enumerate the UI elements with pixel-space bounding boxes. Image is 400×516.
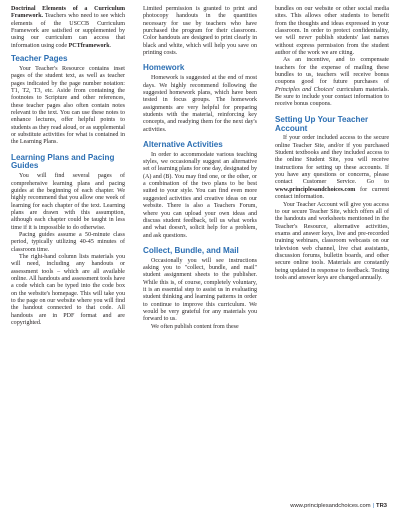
paragraph-text: Teachers who need to see which elements of the USCCB Curriculum Framework are satisfied or supplemented by using our curriculum can access that information using code [11,13,125,49]
paragraph-text: bundles on our website or other social media sites. This allows other students to benefit from the thoughts and ideas expressed in your classroom. In order to protect confidentiality, we will [275,6,389,42]
heading-setting-up-account: Setting Up Your Teacher Account [275,114,369,133]
page-number: TR3 [376,503,387,509]
paragraph-text: ' curriculum materials. Be sure to include your contact information to receive bonus coupons. [275,86,389,108]
paragraph: The right-hand column lists materials you will need, including any handouts or assessment tools – which are all available online. All handouts and assessment tools have a code which can be typed into the code box on the website's homepage. This will take you to the page on our website where you will find the handout connected to that code. All handouts are in PDF format and are copyrighted. [11,254,125,327]
column-2 [143,6,257,331]
page-footer [290,503,387,509]
paragraph: Homework is suggested at the end of most days. We highly recommend following the suggested homework plans, which have been tested in focus groups. The homework assignments are very helpful for preparing students with the material, reinforcing key concepts, and readying them for the next day's activities. [143,75,257,133]
emphasis-never: never [298,35,313,42]
paragraph-text: If your order included access to the secure online Teacher Site, and/or if you purchased Student textbooks and they included access to the online Student Site, you will receive instructions for setting up these accounts. If you have any questions or concerns, please contact Customer Service. Go to [275,135,389,186]
paragraph [11,6,125,50]
access-code: PCTframework [68,42,110,49]
heading-learning-plans: Learning Plans and Pacing Guides [11,152,115,171]
column-1 [11,6,125,327]
paragraph: We often publish content from these [151,323,239,330]
heading-teacher-pages: Teacher Pages [11,54,68,64]
paragraph-text: publish students' last names without express permission from the student author of the work we are citing. [275,35,389,57]
paragraph [275,6,389,57]
footer-url[interactable]: www.principlesandchoices.com [290,503,371,509]
heading-collect-bundle-mail: Collect, Bundle, and Mail [143,245,239,255]
heading-alternative-activities: Alternative Activities [143,139,223,149]
paragraph-text: . [109,42,112,49]
lead-in-title: Doctrinal Elements of a Curriculum Framework. [11,6,125,20]
product-name: Principles and Choices [275,86,334,93]
paragraph [275,135,389,201]
paragraph [275,57,389,108]
paragraph-text: As an incentive, and to compensate teachers for the expense of mailing these bundles to us, teachers will receive bonus coupons good for future purchases of [275,57,389,86]
paragraph: In order to accommodate various teaching styles, we occasionally suggest an alternative set of learning plans for one day, designated by (A) and (B). You may find one, or the other, or a combination of the two plans to be best suited to your style. You can find even more suggested activities and creative ideas on our website. There is also a Teachers Forum, where you can upload your own ideas and discuss student feedback, tell us what works and what doesn't, solicit help for a problem, and ask questions. [143,151,257,239]
column-3 [275,6,389,282]
website-link[interactable]: www.principlesandchoices.com [275,186,356,193]
footer-separator: | [372,503,375,509]
paragraph: Limited permission is granted to print and photocopy handouts in the quantities necessary for use by teachers who have purchased the program for their classroom. Color handouts are designed to print clearly in black and white, which will help you save on printing costs. [143,6,257,57]
heading-homework: Homework [143,63,185,73]
paragraph: You will find several pages of comprehensive learning plans and pacing guides at the beginning of each chapter. We highly recommend that you allow one week of learning for each chapter of the text. Learning plans are drawn with this assumption, although each chapter could be taught in less time if it is impossible to do otherwise. [11,173,125,231]
paragraph: Pacing guides assume a 50-minute class period, typically utilizing 40-45 minutes of classroom time. [11,231,125,253]
paragraph-text: for current contact information. [275,186,389,201]
paragraph: Your Teacher Account will give you access to our secure Teacher Site, which offers all of the handouts and worksheets mentioned in the Teacher's Resource, alternative activities, exams and answer keys, live and pre-recorded training webinars, classroom webcasts on our television web channel, live chat assistants, discussion forums, bulletin boards, and other secure online tools. Materials are constantly being updated in response to feedback. Testing tools and answer keys are changed annually. [275,201,389,281]
paragraph: Occasionally you will see instructions asking you to "collect, bundle, and mail" student assignment sheets to the publisher. While this is, of course, completely voluntary, it is an essential step to assist us in evaluating student thinking and learning patterns in order to continue to improve this curriculum. We would be very grateful for any materials you forward to us. [143,257,257,323]
paragraph: Your Teacher's Resource contains inset pages of the student text, as well as teacher pages indicated by the page number notation: T1, T2, T3, etc. Aside from containing the footnotes to Scripture and other references, these teacher pages also often contain notes relevant to the text. You can use these notes to enhance lectures, offer helpful points to students as they read aloud, or as supplemental or substitute activities for what is contained in the Learning Plans. [11,65,125,146]
